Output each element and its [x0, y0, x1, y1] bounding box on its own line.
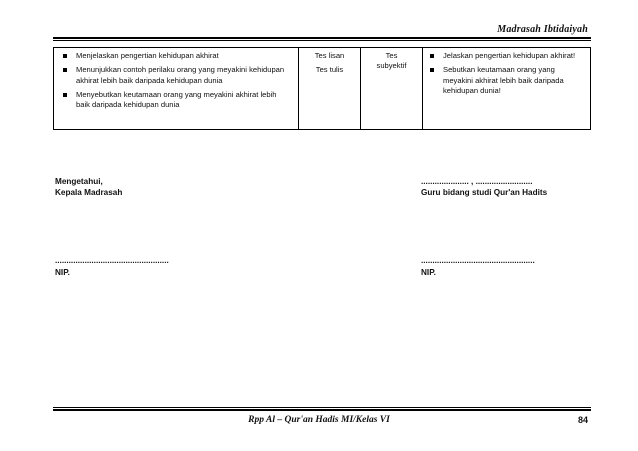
square-bullet-icon — [430, 68, 434, 72]
square-bullet-icon — [430, 54, 434, 58]
teacher-label: Guru bidang studi Qur'an Hadits — [421, 188, 548, 197]
indicator-item: Menyebutkan keutamaan orang yang meyakini akhirat lebih baik daripada kehidupan dunia — [62, 90, 292, 111]
page-number: 84 — [577, 415, 588, 425]
footer-rule-thin — [53, 407, 591, 408]
footer-title: Rpp Al – Qur'an Hadis MI/Kelas VI — [248, 415, 390, 425]
principal-label: Kepala Madrasah — [55, 188, 123, 197]
footer-rule-thick — [53, 409, 591, 411]
place-date-line: ..................... , ......................... — [421, 177, 533, 186]
square-bullet-icon — [63, 68, 67, 72]
indicator-cell — [54, 48, 299, 129]
technique-item: Tes lisan — [314, 51, 345, 60]
instrument-item: Jelaskan pengertian kehidupan akhirat! — [429, 51, 586, 61]
header-rule-thick — [53, 37, 591, 39]
header-rule-thin — [53, 40, 591, 41]
signature-right — [421, 176, 547, 198]
square-bullet-icon — [63, 93, 67, 97]
form-cell — [361, 48, 423, 129]
form-line: Tes — [385, 51, 398, 60]
signature-left — [55, 176, 122, 198]
instrument-item: Sebutkan keutamaan orang yang meyakini akhirat lebih baik daripada kehidupan dunia! — [429, 65, 586, 96]
nip-left: NIP. — [55, 268, 70, 277]
signature-line-right: .................................................. — [421, 256, 535, 265]
signature-line-left: .................................................. — [55, 256, 169, 265]
header-title: Madrasah Ibtidaiyah — [497, 24, 588, 35]
assessment-table — [53, 47, 591, 130]
form-line: subyektif — [376, 61, 407, 71]
instrument-cell — [423, 48, 590, 129]
indicator-item: Menunjukkan contoh perilaku orang yang meyakini kehidupan akhirat lebih baik daripada kehidupan dunia — [62, 65, 292, 86]
technique-cell — [299, 48, 361, 129]
technique-item: Tes tulis — [315, 65, 344, 75]
indicator-item: Menjelaskan pengertian kehidupan akhirat — [62, 51, 292, 61]
nip-right: NIP. — [421, 268, 436, 277]
acknowledged-label: Mengetahui, — [55, 177, 103, 186]
square-bullet-icon — [63, 54, 67, 58]
